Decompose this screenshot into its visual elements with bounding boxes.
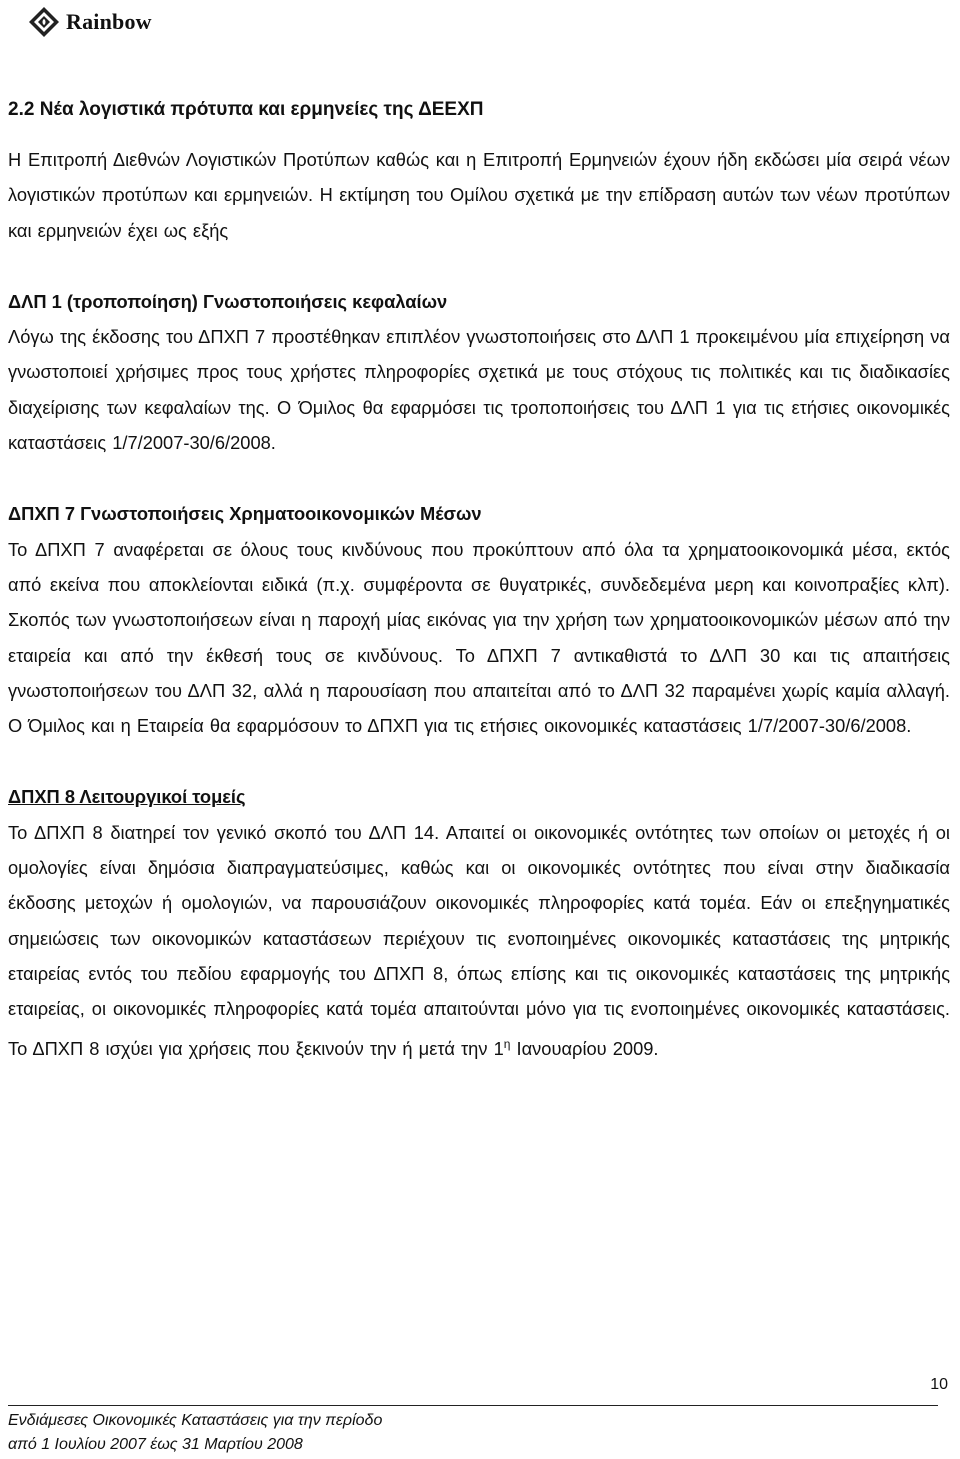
page-number: 10 xyxy=(930,1376,948,1393)
rainbow-logo-icon xyxy=(28,6,60,38)
block-heading-dpxp8: ΔΠΧΠ 8 Λειτουργικοί τομείς xyxy=(8,786,246,808)
section-title: 2.2 Νέα λογιστικά πρότυπα και ερμηνείες της ΔΕΕΧΠ xyxy=(8,99,484,120)
intro-paragraph: Η Επιτροπή Διεθνών Λογιστικών Προτύπων καθώς και η Επιτροπή Ερμηνειών έχουν ήδη εκδώσει μία σειρά νέων λογιστικών προτύπων και ερμηνειών. Η εκτίμηση του Ομίλου σχετικά με την επίδραση αυτών των νέων προτύπων και ερμηνειών έχει ως εξής xyxy=(8,149,950,241)
block-heading-dlp1: ΔΛΠ 1 (τροποποίηση) Γνωστοποιήσεις κεφαλαίων xyxy=(8,290,448,312)
footer xyxy=(8,1409,382,1457)
footer-line-1: Ενδιάμεσες Οικονομικές Καταστάσεις για την περίοδο xyxy=(8,1412,383,1429)
logo-text: Rainbow xyxy=(66,9,152,34)
footer-line-2: από 1 Ιουλίου 2007 έως 31 Μαρτίου 2008 xyxy=(8,1436,303,1453)
block-heading-dpxp7: ΔΠΧΠ 7 Γνωστοποιήσεις Χρηματοοικονομικών Μέσων xyxy=(8,503,482,525)
block-body-dlp1: Λόγω της έκδοσης του ΔΠΧΠ 7 προστέθηκαν επιπλέον γνωστοποιήσεις στο ΔΛΠ 1 προκειμένου μία επιχείρηση να γνωστοποιεί χρήσιμες προς τους χρήστες πληροφορίες σχετικά με τους στόχους τις πολιτικές και τις διαδικασίες διαχείρισης των κεφαλαίων της. Ο Όμιλος θα εφαρμόσει τις τροποποιήσεις του ΔΛΠ 1 για τις ετήσιες οικονομικές καταστάσεις 1/7/2007-30/6/2008. xyxy=(8,326,950,454)
document-body xyxy=(8,92,950,1066)
block-body-dpxp8-tail: Ιανουαρίου 2009. xyxy=(510,1037,659,1059)
block-body-dpxp8 xyxy=(8,815,950,1066)
superscript: η xyxy=(503,1036,511,1051)
block-body-dpxp7: Το ΔΠΧΠ 7 αναφέρεται σε όλους τους κινδύνους που προκύπτουν από όλα τα χρηματοοικονομικά μέσα, εκτός από εκείνα που αποκλείονται ειδικά (π.χ. συμφέροντα σε θυγατρικές, συνδεδεμένα μερη και κοινοπραξίες κλπ). Σκοπός των γνωστοποιήσεων είναι η παροχή μίας εικόνας για την χρήση των χρηματοοικονομικών μέσων από την εταιρεία και από την έκθεσή τους σε κινδύνους. Το ΔΠΧΠ 7 αντικαθιστά το ΔΛΠ 30 και τις απαιτήσεις γνωστοποιήσεων του ΔΛΠ 32, αλλά η παρουσίαση που απαιτείται από το ΔΛΠ 32 παραμένει χωρίς καμία αλλαγή. Ο Όμιλος και η Εταιρεία θα εφαρμόσουν το ΔΠΧΠ για τις ετήσιες οικονομικές καταστάσεις 1/7/2007-30/6/2008. xyxy=(8,538,950,737)
footer-divider xyxy=(8,1405,938,1406)
block-body-dpxp8-text: Το ΔΠΧΠ 8 διατηρεί τον γενικό σκοπό του ΔΛΠ 14. Απαιτεί οι οικονομικές οντότητες των οποίων οι μετοχές ή οι ομολογίες είναι δημόσια διαπραγματεύσιμες, καθώς και οι οικονομικές οντότητες που είναι στην διαδικασία έκδοσης μετοχών ή ομολογιών, να παρουσιάζουν οικονομικές πληροφορίες κατά τομέα. Εάν οι επεξηγηματικές σημειώσεις των οικονομικών καταστάσεων περιέχουν τις ενοποιημένες οικονομικές καταστάσεις της μητρικής εταιρείας εντός του πεδίου εφαρμογής του ΔΠΧΠ 8, όπως επίσης και τις οικονομικές καταστάσεις της μητρικής εταιρείας, οι οικονομικές πληροφορίες κατά τομέα απαιτούνται μόνο για τις ενοποιημένες οικονομικές καταστάσεις. Το ΔΠΧΠ 8 ισχύει για χρήσεις που ξεκινούν την ή μετά την 1 xyxy=(8,821,950,1059)
company-logo xyxy=(28,4,152,40)
